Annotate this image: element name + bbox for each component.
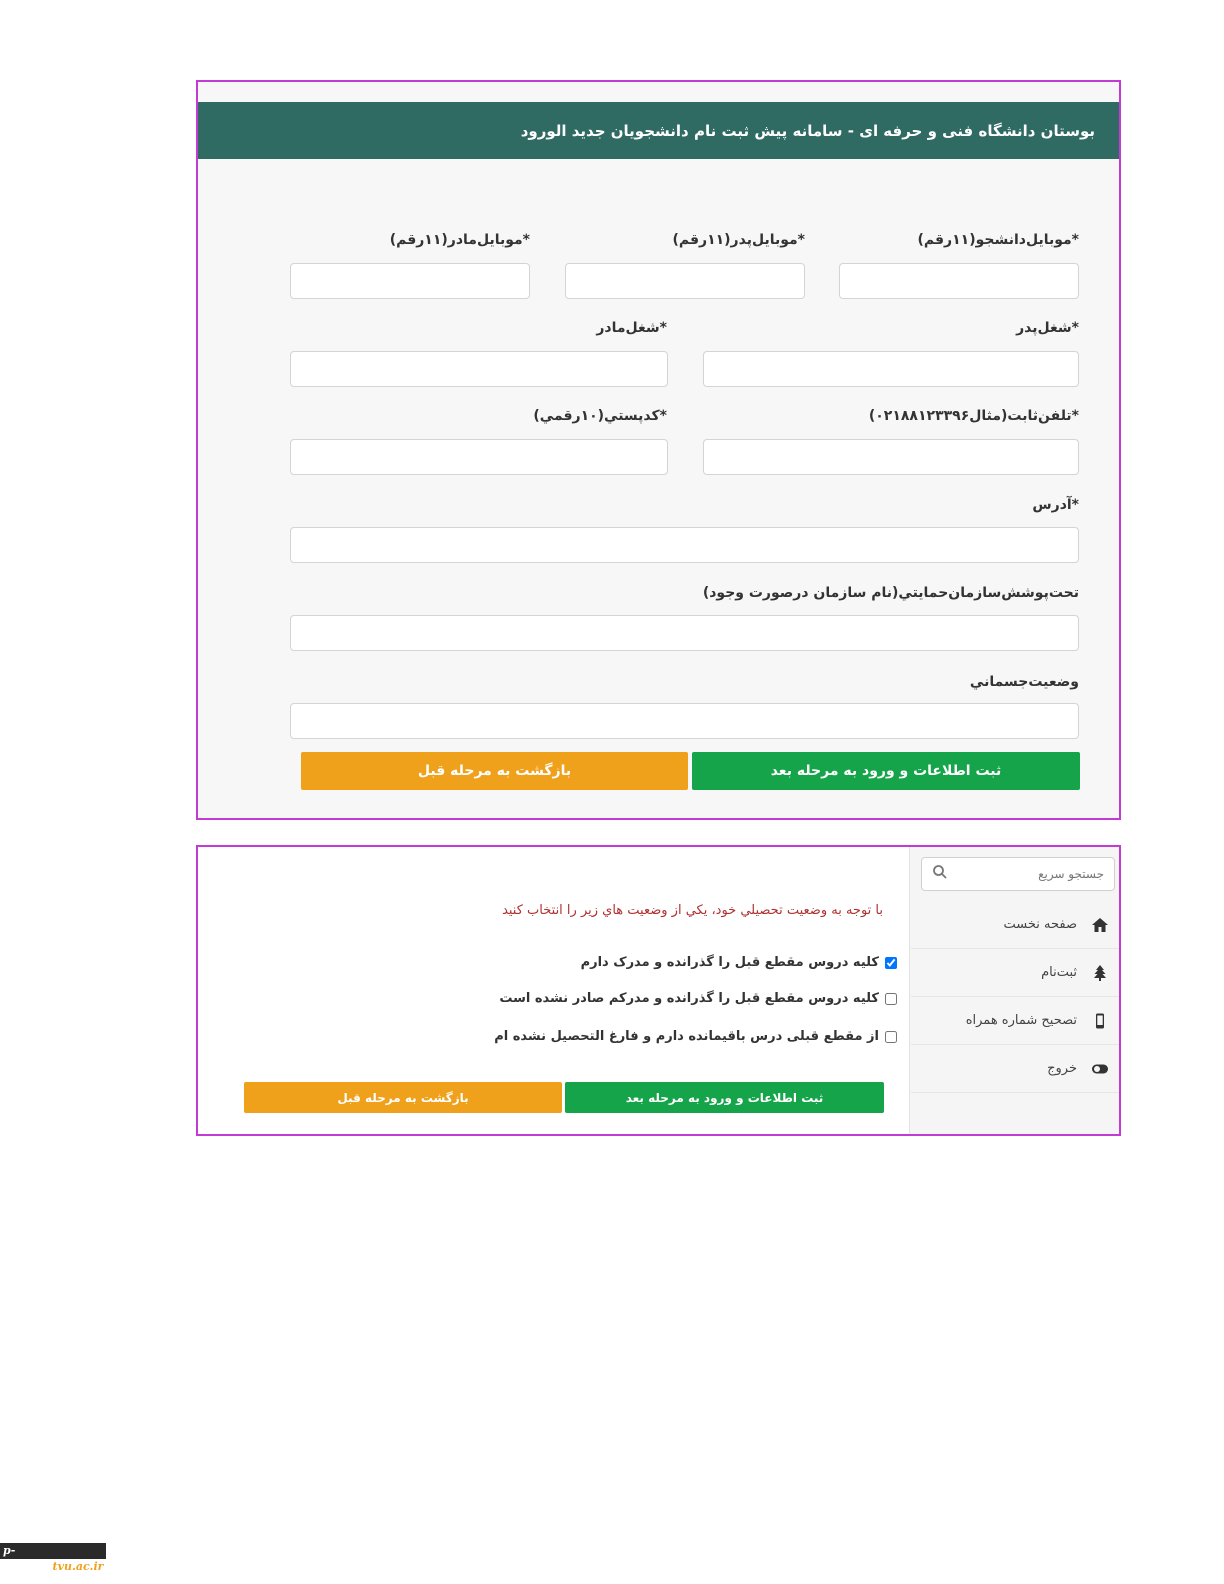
search-icon[interactable] — [932, 864, 948, 880]
support-org-label: تحت‌پوشش‌سازمان‌حمايتي(نام سازمان درصورت وجود) — [702, 585, 1079, 601]
education-submit-button[interactable]: ثبت اطلاعات و ورود به مرحله بعد — [565, 1082, 884, 1113]
education-option-checkbox[interactable] — [885, 957, 897, 969]
postal-code-label: *کدپستي(۱۰رقمي) — [533, 408, 667, 424]
phone-label: *تلفن‌ثابت(مثال۰۲۱۸۸۱۲۳۳۹۶) — [868, 408, 1079, 424]
education-option[interactable] — [494, 1029, 897, 1044]
education-option[interactable] — [581, 955, 897, 970]
sidebar-item-label: تصحيح شماره همراه — [965, 1013, 1077, 1028]
education-option-label: کلیه دروس مقطع قبل را گذرانده و مدرکم صادر نشده است — [499, 991, 879, 1006]
home-icon — [1091, 916, 1109, 934]
father-job-label: *شغل‌پدر — [1016, 320, 1079, 336]
education-option-checkbox[interactable] — [885, 1031, 897, 1043]
sidebar-item-label: صفحه نخست — [1003, 917, 1077, 932]
site-url-badge — [0, 1543, 106, 1573]
address-input[interactable] — [290, 527, 1079, 563]
site-url-suffix: tvu.ac.ir — [52, 1560, 104, 1573]
page-title: بوستان دانشگاه فنی و حرفه ای - سامانه پیش ثبت نام دانشجویان جدید الورود — [520, 121, 1095, 140]
mother-mobile-input[interactable] — [290, 263, 530, 299]
physical-status-label: وضعيت‌جسماني — [969, 674, 1079, 690]
submit-next-button[interactable]: ثبت اطلاعات و ورود به مرحله بعد — [692, 752, 1080, 790]
mother-job-input[interactable] — [290, 351, 668, 387]
sidebar-item-registration[interactable] — [911, 949, 1119, 997]
site-url-prefix: p-shirvan. — [3, 1544, 53, 1573]
postal-code-input[interactable] — [290, 439, 668, 475]
father-job-input[interactable] — [703, 351, 1079, 387]
back-button[interactable]: بازگشت به مرحله قبل — [301, 752, 688, 790]
education-status-note: با توجه به وضعيت تحصيلي خود، يكي از وضعيت هاي زير را انتخاب كنيد — [502, 903, 883, 918]
education-option-label: کلیه دروس مقطع قبل را گذرانده و مدرک دارم — [580, 955, 879, 970]
student-mobile-label: *موبایل‌دانشجو(۱۱رقم) — [917, 232, 1079, 248]
search-box — [921, 857, 1115, 891]
page-header — [198, 102, 1119, 159]
mobile-icon — [1091, 1012, 1109, 1030]
sidebar-item-label: خروج — [1047, 1061, 1077, 1076]
mother-job-label: *شغل‌مادر — [596, 320, 667, 336]
physical-status-input[interactable] — [290, 703, 1079, 739]
phone-input[interactable] — [703, 439, 1079, 475]
father-mobile-input[interactable] — [565, 263, 805, 299]
education-status-panel — [196, 845, 1121, 1136]
search-input[interactable] — [954, 858, 1114, 890]
support-org-input[interactable] — [290, 615, 1079, 651]
toggle-icon — [1091, 1060, 1109, 1078]
education-option[interactable] — [499, 991, 897, 1006]
sidebar-item-label: ثبت‌نام — [1041, 965, 1077, 980]
education-back-button[interactable]: بازگشت به مرحله قبل — [244, 1082, 562, 1113]
sidebar-item-home[interactable] — [911, 901, 1119, 949]
registration-form-panel — [196, 80, 1121, 820]
father-mobile-label: *موبایل‌پدر(۱۱رقم) — [672, 232, 805, 248]
mother-mobile-label: *موبایل‌مادر(۱۱رقم) — [389, 232, 530, 248]
sidebar-item-logout[interactable] — [911, 1045, 1119, 1093]
address-label: *آدرس — [1032, 497, 1079, 513]
tree-icon — [1091, 964, 1109, 982]
student-mobile-input[interactable] — [839, 263, 1079, 299]
education-option-label: از مقطع قبلی درس باقیمانده دارم و فارغ التحصیل نشده ام — [494, 1029, 879, 1044]
sidebar — [909, 847, 1119, 1134]
education-option-checkbox[interactable] — [885, 993, 897, 1005]
sidebar-item-edit-mobile[interactable] — [911, 997, 1119, 1045]
